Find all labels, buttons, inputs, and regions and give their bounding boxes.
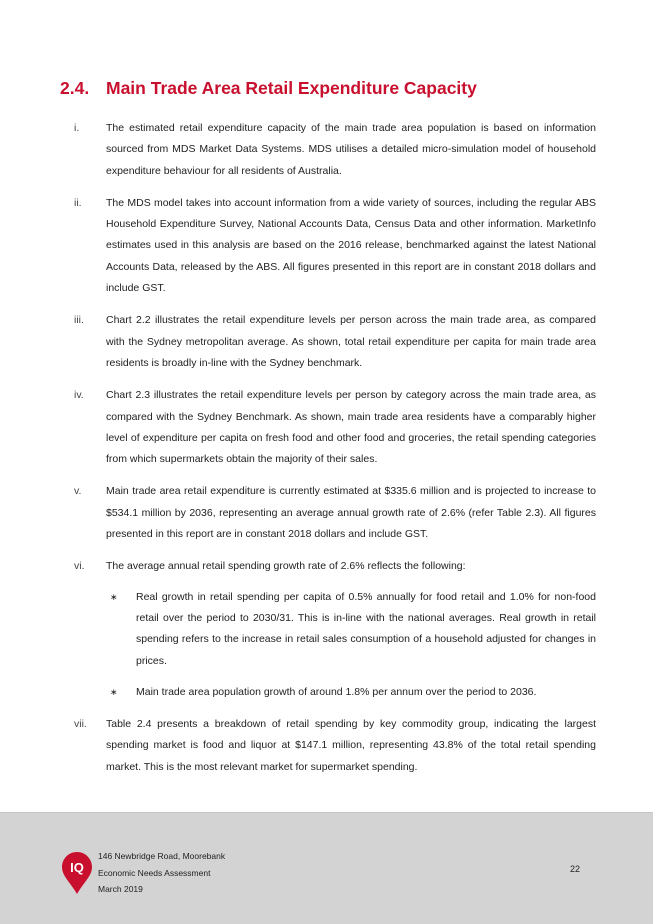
- page-footer: [0, 812, 653, 924]
- bullet-asterisk-icon: ∗: [110, 591, 118, 602]
- section-title: Main Trade Area Retail Expenditure Capacity: [106, 78, 477, 98]
- list-item: [60, 193, 596, 299]
- list-item: [60, 118, 596, 182]
- item-marker: vi.: [74, 560, 85, 573]
- bullet-text: Real growth in retail spending per capita of 0.5% annually for food retail and 1.0% for non-food retail over the period to 2030/31. This is in-line with the national averages. Real growth in retail spending refers to the increase in retail sales consumption of a household adjusted for changes in prices.: [136, 590, 596, 667]
- iq-logo-icon: [61, 851, 93, 895]
- bullet-text: Main trade area population growth of around 1.8% per annum over the period to 2036.: [136, 685, 537, 698]
- footer-address: 146 Newbridge Road, Moorebank: [98, 851, 226, 861]
- item-text: Chart 2.2 illustrates the retail expenditure levels per person across the main trade area, as compared with the Sydney metropolitan average. As shown, total retail expenditure per capita for main trade area residents is broadly in-line with the Sydney benchmark.: [106, 314, 596, 369]
- list-item: [60, 481, 596, 545]
- list-item: [60, 310, 596, 374]
- item-marker: iii.: [74, 314, 84, 327]
- section-heading: [60, 78, 600, 99]
- item-marker: v.: [74, 485, 82, 498]
- bullet-item: [106, 587, 596, 672]
- item-text: The estimated retail expenditure capacity of the main trade area population is based on information sourced from MDS Market Data Systems. MDS utilises a detailed micro-simulation model of household expenditure behaviour for all residents of Australia.: [106, 122, 596, 177]
- footer-info: [98, 848, 225, 898]
- list-item: [60, 714, 596, 778]
- item-marker: vii.: [74, 718, 87, 731]
- item-text: Chart 2.3 illustrates the retail expenditure levels per person by category across the main trade area, as compared with the Sydney Benchmark. As shown, main trade area residents have a comparably higher level of expenditure per capita on fresh food and other food and groceries, the retail spending categories from which supermarkets obtain the majority of their sales.: [106, 389, 596, 466]
- item-marker: iv.: [74, 389, 84, 402]
- numbered-list: [60, 118, 596, 789]
- item-text: Main trade area retail expenditure is currently estimated at $335.6 million and is projected to increase to $534.1 million by 2036, representing an average annual growth rate of 2.6% (refer Table 2.3). All figures presented in this report are in constant 2018 dollars and include GST.: [106, 485, 596, 541]
- list-item: [60, 385, 596, 470]
- item-text: Table 2.4 presents a breakdown of retail spending by key commodity group, indicating the largest spending market is food and liquor at $147.1 million, representing 43.8% of the total retail spending market. This is the most relevant market for supermarket spending.: [106, 718, 596, 773]
- page-number: 22: [570, 864, 581, 874]
- item-marker: i.: [74, 122, 80, 134]
- footer-report-title: Economic Needs Assessment: [98, 867, 211, 878]
- footer-date: March 2019: [98, 884, 143, 894]
- bullet-list: [106, 587, 596, 703]
- bullet-asterisk-icon: ∗: [110, 686, 118, 697]
- item-text: The average annual retail spending growth rate of 2.6% reflects the following:: [106, 560, 466, 573]
- section-number: 2.4.: [60, 78, 90, 98]
- bullet-item: [106, 682, 596, 703]
- list-item: [60, 556, 596, 703]
- item-marker: ii.: [74, 196, 82, 209]
- logo-text: IQ: [70, 860, 84, 875]
- item-text: The MDS model takes into account information from a wide variety of sources, including the regular ABS Household Expenditure Survey, National Accounts Data, Census Data and other information. MarketInfo estimates used in this analysis are based on the 2016 release, benchmarked against the latest National Accounts Data, released by the ABS. All figures presented in this report are in constant 2018 dollars and include GST.: [106, 196, 596, 295]
